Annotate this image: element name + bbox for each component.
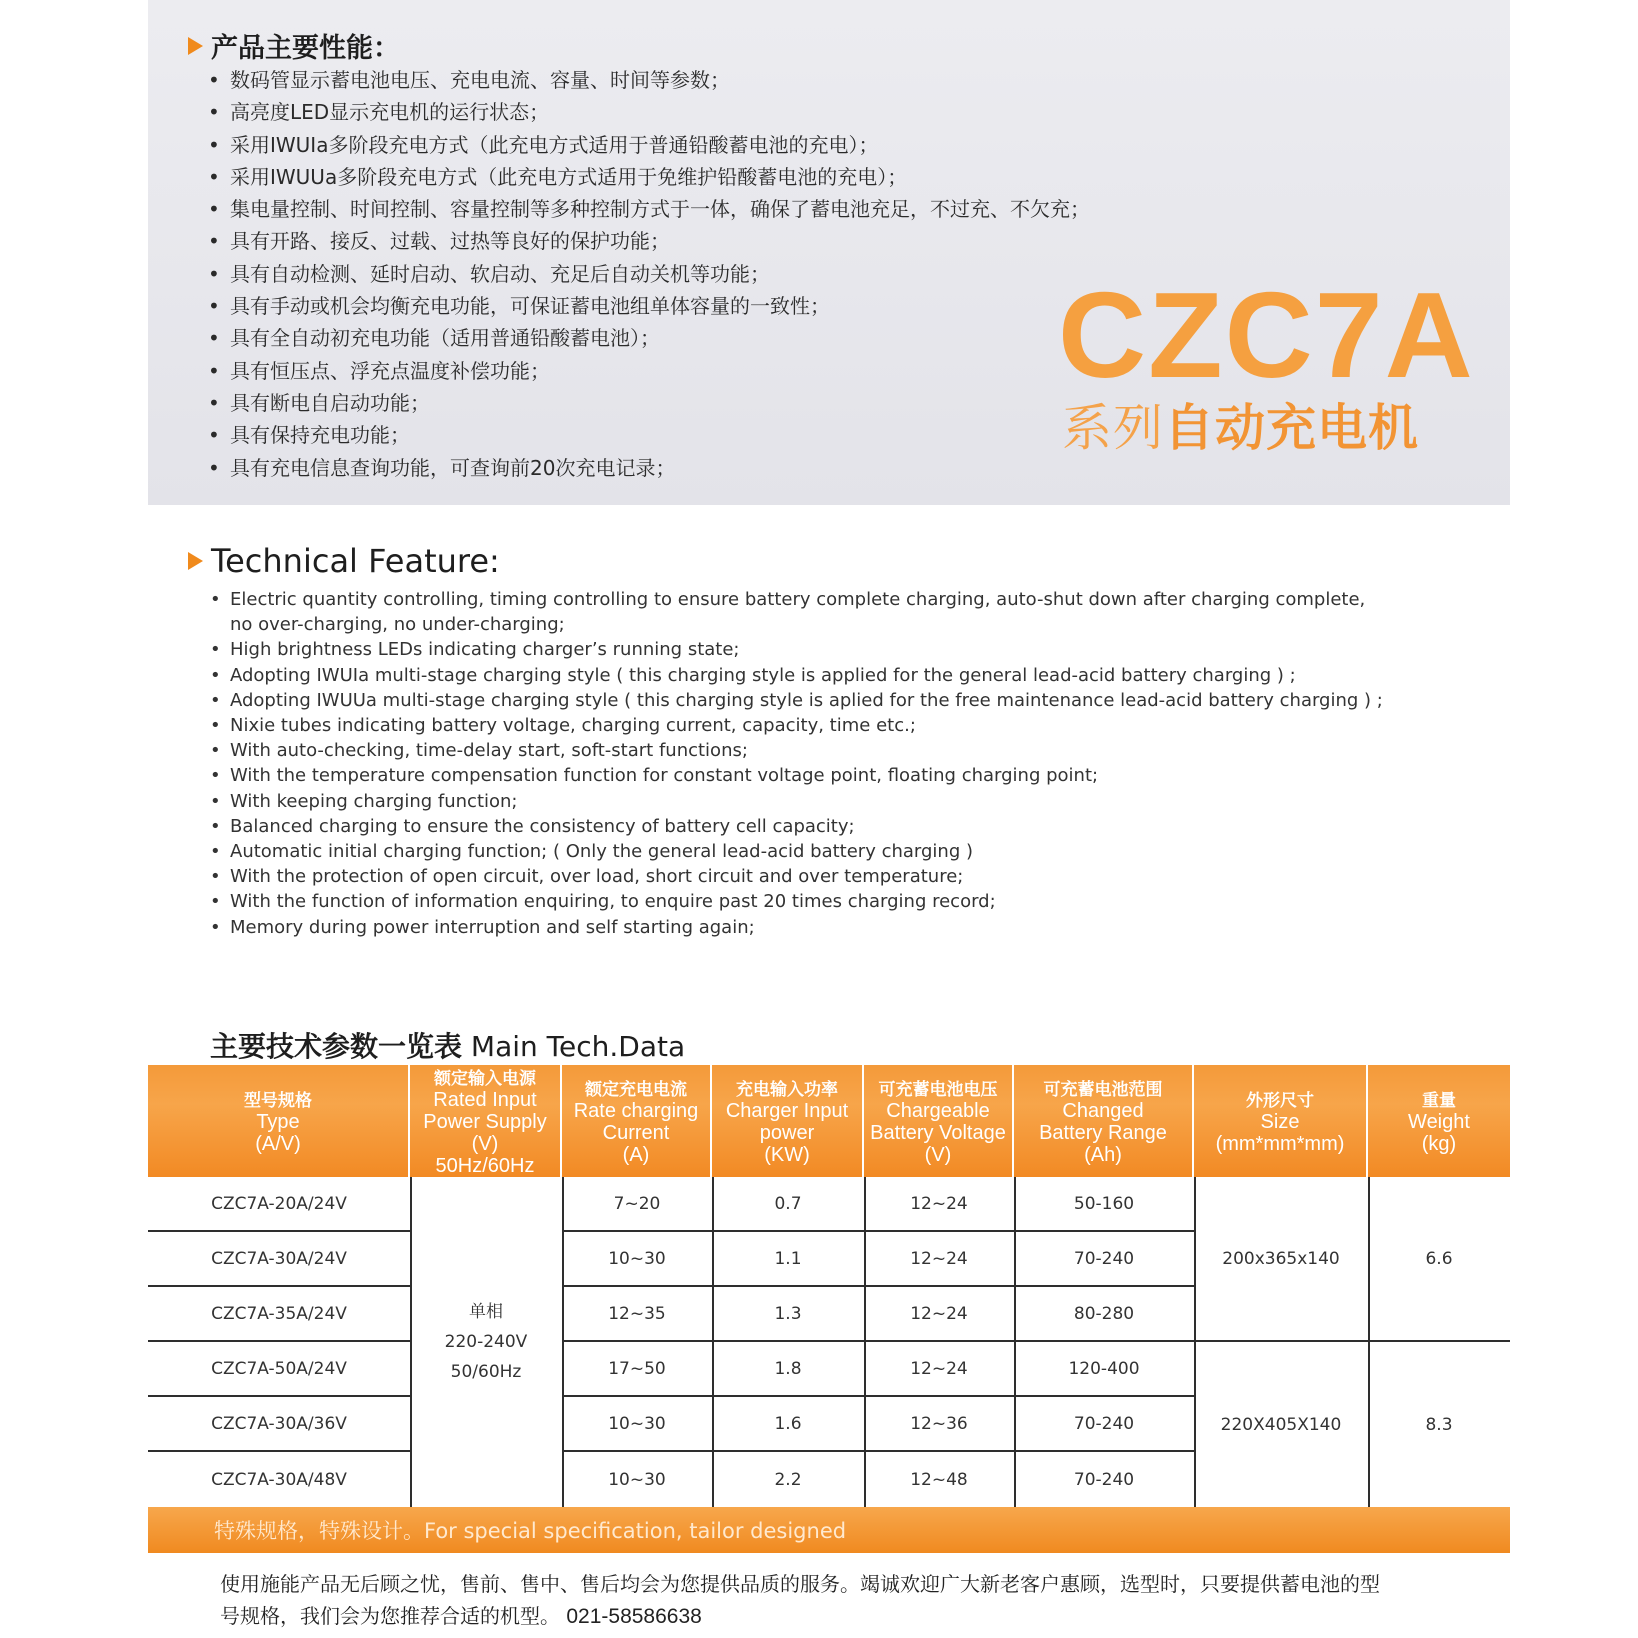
table-cell-power: 2.2	[774, 1469, 802, 1490]
column-header-input	[410, 1065, 562, 1177]
list-item: • 数码管显示蓄电池电压、充电电流、容量、时间等参数；	[208, 64, 1090, 96]
input-supply-phase: 单相	[469, 1302, 503, 1322]
table-cell-type: CZC7A-30A/48V	[211, 1469, 347, 1490]
table-cell-input-supply	[410, 1177, 562, 1507]
list-item: • 集电量控制、时间控制、容量控制等多种控制方式于一体，确保了蓄电池充足，不过充、不欠充；	[208, 193, 1090, 225]
column-header-en: Battery Voltage	[870, 1121, 1006, 1144]
table-cell-weight: 8.3	[1425, 1414, 1453, 1435]
features-en-title: Technical Feature:	[211, 542, 500, 580]
list-item: • 采用IWUUa多阶段充电方式（此充电方式适用于免维护铅酸蓄电池的充电）；	[208, 161, 1090, 193]
list-item: • With keeping charging function;	[210, 790, 518, 812]
table-cell-size: 220X405X140	[1220, 1414, 1342, 1435]
list-item-text: Adopting IWUIa multi-stage charging style ( this charging style is applied for the general lead-acid battery charging ) ;	[230, 664, 1296, 686]
list-item-text: Electric quantity controlling, timing controlling to ensure battery complete charging, auto-shut down after charging complete,	[230, 589, 1366, 610]
list-item: • Balanced charging to ensure the consistency of battery cell capacity;	[210, 815, 855, 837]
table-cell-current: 17~50	[608, 1358, 666, 1379]
list-item-text: Nixie tubes indicating battery voltage, charging current, capacity, time etc.;	[230, 715, 916, 737]
table-cell-range: 70-240	[1073, 1469, 1135, 1490]
column-header-en: Chargeable	[886, 1099, 990, 1122]
column-header-size	[1194, 1065, 1368, 1177]
list-item: • 具有恒压点、浮充点温度补偿功能；	[208, 355, 1090, 387]
list-item: • 采用IWUIa多阶段充电方式（此充电方式适用于普通铅酸蓄电池的充电）；	[208, 129, 1090, 161]
column-header-en: Type	[256, 1110, 300, 1133]
table-cell-weight: 6.6	[1425, 1248, 1453, 1269]
column-header-unit: (V)	[924, 1143, 952, 1166]
table-cell-voltage: 12~36	[910, 1413, 968, 1434]
column-header-cn: 重量	[1422, 1090, 1456, 1110]
list-item-text: With the protection of open circuit, over load, short circuit and over temperature;	[230, 866, 964, 888]
table-cell-type: CZC7A-30A/24V	[211, 1248, 347, 1269]
list-item-text: With auto-checking, time-delay start, soft-start functions;	[230, 740, 748, 762]
column-header-en: Rated Input	[433, 1088, 537, 1111]
list-item-text: With the function of information enquiring, to enquire past 20 times charging record;	[230, 891, 996, 913]
column-header-unit: (V)	[471, 1132, 499, 1155]
table-cell-range: 70-240	[1073, 1413, 1135, 1434]
list-item: • 高亮度LED显示充电机的运行状态；	[208, 96, 1090, 128]
table-cell-current: 10~30	[608, 1248, 666, 1269]
features-en-list	[210, 587, 1383, 940]
table-cell-current: 10~30	[608, 1413, 666, 1434]
brand-subtitle-light: 系列	[1062, 399, 1164, 457]
column-header-cn: 型号规格	[244, 1090, 312, 1110]
column-header-power	[712, 1065, 864, 1177]
list-item-text: With keeping charging function;	[230, 790, 518, 812]
list-item: • 具有断电自启动功能；	[208, 387, 1090, 419]
brand-model-name: CZC7A	[1058, 267, 1475, 403]
list-item: • Adopting IWUIa multi-stage charging style ( this charging style is applied for the general lead-acid battery charging ) ;	[210, 664, 1296, 686]
table-cell-power: 1.1	[774, 1248, 802, 1269]
column-header-current	[562, 1065, 712, 1177]
service-note-text: 号规格，我们会为您推荐合适的机型。	[220, 1604, 560, 1628]
brand-block	[1058, 267, 1475, 460]
table-title-cn: 主要技术参数一览表	[210, 1030, 463, 1063]
column-header-en: power	[759, 1121, 815, 1144]
table-cell-current: 10~30	[608, 1469, 666, 1490]
column-header-en: Battery Range	[1039, 1121, 1167, 1144]
column-header-en: Size	[1260, 1110, 1300, 1133]
list-item-text: Balanced charging to ensure the consistency of battery cell capacity;	[230, 815, 855, 837]
table-cell-type: CZC7A-50A/24V	[211, 1358, 347, 1379]
column-header-en: Current	[602, 1121, 670, 1144]
list-item: • 具有保持充电功能；	[208, 419, 1090, 451]
table-cell-size: 200x365x140	[1222, 1248, 1340, 1269]
list-item: • With the protection of open circuit, over load, short circuit and over temperature;	[210, 866, 964, 888]
table-cell-voltage: 12~24	[910, 1248, 968, 1269]
column-header-cn: 充电输入功率	[736, 1079, 838, 1099]
input-supply-voltage: 220-240V	[444, 1332, 528, 1352]
column-header-en: Charger Input	[725, 1099, 849, 1122]
list-item: • Memory during power interruption and self starting again;	[210, 916, 755, 938]
features-cn-title: 产品主要性能：	[211, 33, 400, 64]
features-panel	[148, 0, 1510, 505]
column-header-frequency: 50Hz/60Hz	[435, 1154, 535, 1177]
features-cn-list	[208, 64, 1090, 484]
list-item-text: With the temperature compensation function for constant voltage point, floating charging point;	[230, 765, 1099, 787]
column-header-type	[148, 1065, 410, 1177]
brand-subtitle	[1062, 388, 1475, 460]
list-item: • 具有全自动初充电功能（适用普通铅酸蓄电池）；	[208, 322, 1090, 354]
list-item-text: Adopting IWUUa multi-stage charging style ( this charging style is aplied for the free maintenance lead-acid battery charging ) ;	[230, 689, 1383, 711]
table-header	[148, 1065, 1510, 1177]
column-header-cn: 额定输入电源	[434, 1068, 536, 1088]
triangle-bullet-icon	[188, 552, 203, 570]
features-en-heading	[188, 542, 500, 580]
list-item: • Electric quantity controlling, timing controlling to ensure battery complete charging, auto-shut down after charging complete, no over-charging, no under-charging;	[210, 587, 1383, 637]
brand-subtitle-bold: 自动充电机	[1164, 399, 1419, 457]
list-item: • With the function of information enquiring, to enquire past 20 times charging record;	[210, 891, 996, 913]
list-item: • With the temperature compensation function for constant voltage point, floating charging point;	[210, 765, 1099, 787]
table-cell-type: CZC7A-30A/36V	[211, 1413, 347, 1434]
table-cell-voltage: 12~48	[910, 1469, 968, 1490]
page-margin-right	[1510, 0, 1638, 1638]
input-supply-frequency: 50/60Hz	[450, 1362, 522, 1382]
list-item-text: Automatic initial charging function; ( Only the general lead-acid battery charging )	[230, 841, 974, 863]
column-header-en: Power Supply	[423, 1110, 547, 1133]
list-item: • 具有手动或机会均衡充电功能，可保证蓄电池组单体容量的一致性；	[208, 290, 1090, 322]
list-item: • 具有充电信息查询功能，可查询前20次充电记录；	[208, 452, 1090, 484]
table-cell-range: 80-280	[1073, 1303, 1135, 1324]
column-header-cn: 外形尺寸	[1246, 1090, 1314, 1110]
column-header-unit: (A/V)	[255, 1132, 301, 1155]
table-cell-range: 70-240	[1073, 1248, 1135, 1269]
column-header-unit: (kg)	[1421, 1132, 1457, 1155]
column-header-en: Rate charging	[573, 1099, 699, 1122]
list-item-continuation: no over-charging, no under-charging;	[230, 614, 565, 636]
table-cell-range: 50-160	[1073, 1193, 1135, 1214]
table-cell-voltage: 12~24	[910, 1358, 968, 1379]
table-cell-power: 1.3	[774, 1303, 802, 1324]
page-margin-left	[0, 0, 148, 1638]
list-item-text: High brightness LEDs indicating charger’s running state;	[230, 639, 740, 661]
column-header-unit: (KW)	[764, 1143, 810, 1166]
service-note-line2	[220, 1600, 1420, 1633]
list-item: • High brightness LEDs indicating charger’s running state;	[210, 639, 740, 661]
column-header-voltage	[864, 1065, 1014, 1177]
column-header-cn: 额定充电电流	[585, 1079, 687, 1099]
table-title-en: Main Tech.Data	[462, 1030, 686, 1063]
column-header-en: Weight	[1408, 1110, 1470, 1133]
list-item: • 具有自动检测、延时启动、软启动、充足后自动关机等功能；	[208, 258, 1090, 290]
list-item: • 具有开路、接反、过载、过热等良好的保护功能；	[208, 225, 1090, 257]
service-note-line1: 使用施能产品无后顾之忧，售前、售中、售后均会为您提供品质的服务。竭诚欢迎广大新老客户惠顾，选型时，只要提供蓄电池的型	[220, 1572, 1380, 1596]
contact-phone: 021-58586638	[566, 1605, 702, 1628]
list-item: • With auto-checking, time-delay start, soft-start functions;	[210, 740, 748, 762]
features-cn-heading	[188, 26, 400, 65]
column-header-cn: 可充蓄电池范围	[1043, 1079, 1163, 1099]
service-note	[220, 1568, 1420, 1633]
table-cell-voltage: 12~24	[910, 1303, 968, 1324]
table-cell-range: 120-400	[1068, 1358, 1140, 1379]
list-item: • Automatic initial charging function; ( Only the general lead-acid battery charging )	[210, 841, 974, 863]
column-header-unit: (A)	[622, 1143, 650, 1166]
table-cell-type: CZC7A-20A/24V	[211, 1193, 347, 1214]
table-body	[148, 1177, 1510, 1507]
brochure-page	[148, 0, 1510, 1638]
table-cell-power: 1.6	[774, 1413, 802, 1434]
table-cell-power: 1.8	[774, 1358, 802, 1379]
special-spec-banner: 特殊规格，特殊设计。For special specification, tailor designed	[148, 1507, 1510, 1553]
table-title	[210, 1025, 685, 1065]
triangle-bullet-icon	[188, 37, 203, 55]
column-header-unit: (Ah)	[1084, 1143, 1122, 1166]
list-item-text: Memory during power interruption and self starting again;	[230, 916, 755, 938]
list-item: • Nixie tubes indicating battery voltage, charging current, capacity, time etc.;	[210, 715, 916, 737]
column-header-weight	[1368, 1065, 1510, 1177]
table-cell-current: 12~35	[608, 1303, 666, 1324]
table-cell-power: 0.7	[774, 1193, 802, 1214]
column-header-cn: 可充蓄电池电压	[878, 1079, 998, 1099]
table-cell-current: 7~20	[613, 1193, 661, 1214]
table-cell-voltage: 12~24	[910, 1193, 968, 1214]
column-header-en: Changed	[1062, 1099, 1144, 1122]
list-item: • Adopting IWUUa multi-stage charging style ( this charging style is aplied for the free maintenance lead-acid battery charging ) ;	[210, 689, 1383, 711]
column-header-range	[1014, 1065, 1194, 1177]
table-cell-type: CZC7A-35A/24V	[211, 1303, 347, 1324]
column-header-unit: (mm*mm*mm)	[1215, 1132, 1345, 1155]
